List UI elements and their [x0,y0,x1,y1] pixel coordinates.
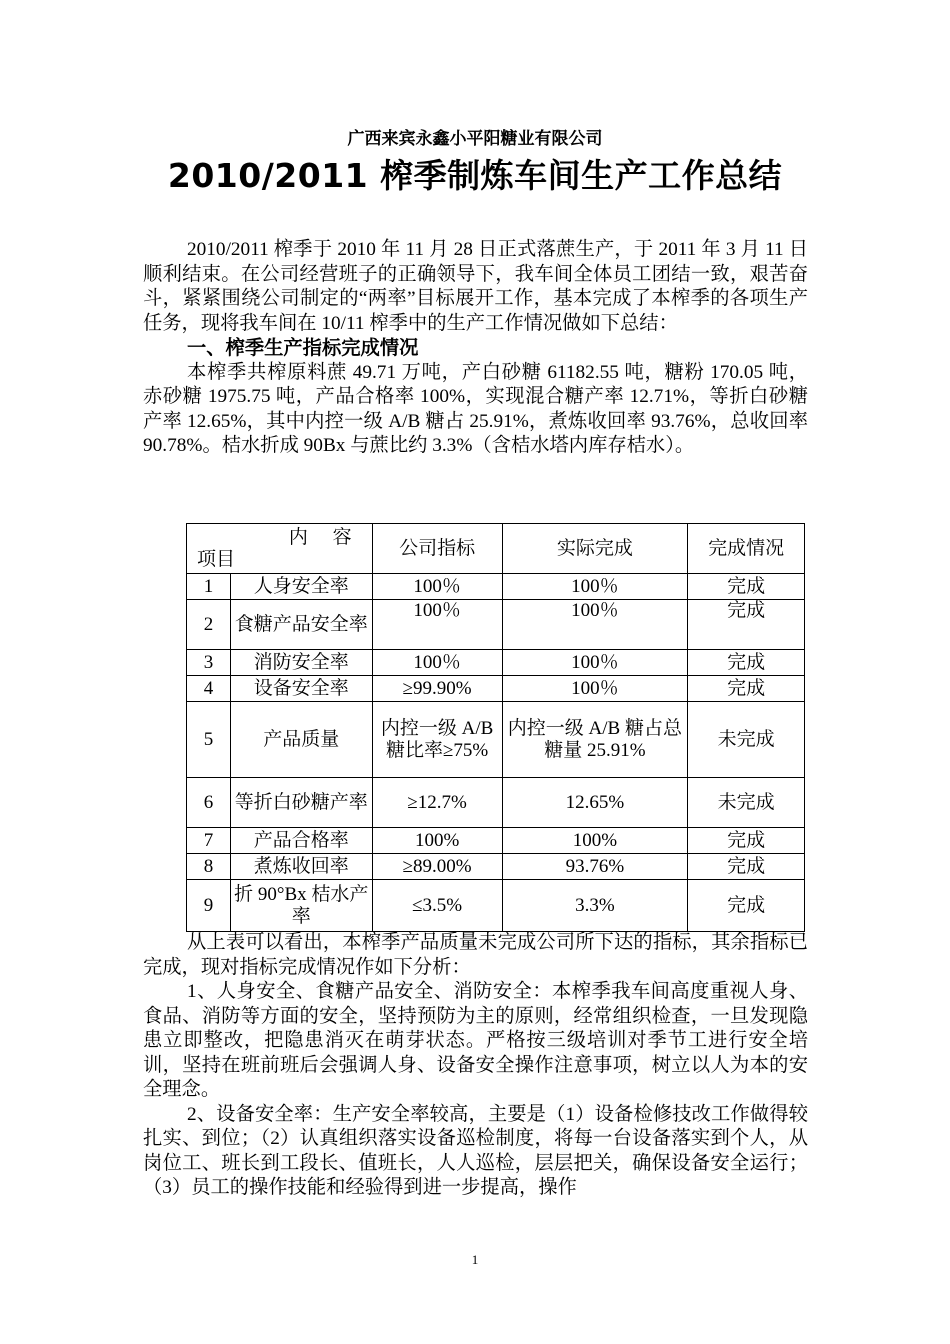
row-target: ≥12.7% [372,778,502,828]
row-target: ≥99.90% [372,676,502,702]
row-no: 6 [187,778,231,828]
table-row [187,574,805,600]
row-target: 内控一级 A/B 糖比率≥75% [372,702,502,778]
row-no: 9 [187,880,231,932]
company-name: 广西来宾永鑫小平阳糖业有限公司 [347,129,603,149]
row-actual: 100％ [502,676,688,702]
row-no: 1 [187,574,231,600]
row-target: ≤3.5% [372,880,502,932]
table-row [187,676,805,702]
row-actual: 内控一级 A/B 糖占总糖量 25.91% [502,702,688,778]
row-actual: 93.76% [502,854,688,880]
row-name: 产品质量 [230,702,372,778]
section1-heading: 一、榨季生产指标完成情况 [187,336,419,359]
row-name: 食糖产品安全率 [230,600,372,650]
section1-paragraph: 本榨季共榨原料蔗 49.71 万吨，产白砂糖 61182.55 吨，糖粉 170.05 吨，赤砂糖 1975.75 吨，产品合格率 100%，实现混合糖产率 12.71%，等折白砂糖产率 12.65%，其中内控一级 A/B 糖占 25.91%，煮炼收回率 93.76%，总收回率 90.78%。桔水折成 90Bx 与蔗比约 3.3%（含桔水塔内库存桔水）。 [143,361,808,456]
row-target: 100％ [372,574,502,600]
row-name: 等折白砂糖产率 [230,778,372,828]
row-target: 100％ [372,650,502,676]
row-no: 7 [187,828,231,854]
row-status: 完成 [688,676,805,702]
row-no: 8 [187,854,231,880]
row-no: 4 [187,676,231,702]
row-actual: 100% [502,828,688,854]
row-status: 未完成 [688,702,805,778]
row-actual: 100％ [502,650,688,676]
equipment-analysis-paragraph: 2、设备安全率：生产安全率较高，主要是（1）设备检修技改工作做得较扎实、到位；（2）认真组织落实设备巡检制度，将每一台设备落实到个人，从岗位工、班长到工段长、值班长，人人巡检，层层把关，确保设备安全运行；（3）员工的操作技能和经验得到进一步提高，操作 [143,1103,808,1198]
header-content-label: 内 容 [288,526,362,548]
row-name: 设备安全率 [230,676,372,702]
document-title: 2010/2011 榨季制炼车间生产工作总结 [167,156,783,195]
header-target: 公司指标 [372,524,502,574]
row-status: 完成 [688,650,805,676]
row-no: 3 [187,650,231,676]
intro-paragraph: 2010/2011 榨季于 2010 年 11 月 28 日正式落蔗生产，于 2011 年 3 月 11 日顺利结束。在公司经营班子的正确领导下，我车间全体员工团结一致，艰苦奋斗，紧紧围绕公司制定的“两率”目标展开工作，基本完成了本榨季的各项生产任务，现将我车间在 10/11 榨季中的生产工作情况做如下总结： [143,239,808,334]
row-no: 5 [187,702,231,778]
row-status: 未完成 [688,778,805,828]
metrics-table [186,523,805,932]
table-header-row [187,524,805,574]
row-actual: 100％ [502,574,688,600]
row-actual: 100％ [502,600,688,650]
table-row [187,702,805,778]
row-status: 完成 [688,828,805,854]
table-row [187,778,805,828]
row-name: 折 90°Bx 桔水产率 [230,880,372,932]
row-name: 产品合格率 [230,828,372,854]
safety-analysis-paragraph: 1、人身安全、食糖产品安全、消防安全：本榨季我车间高度重视人身、食品、消防等方面的安全，坚持预防为主的原则，经常组织检查，一旦发现隐患立即整改，把隐患消灭在萌芽状态。严格按三级培训对季节工进行安全培训，坚持在班前班后会强调人身、设备安全操作注意事项，树立以人为本的安全理念。 [143,981,808,1100]
table-row [187,854,805,880]
header-actual: 实际完成 [502,524,688,574]
header-item-cell [187,524,373,574]
table-row [187,650,805,676]
row-actual: 12.65% [502,778,688,828]
row-name: 煮炼收回率 [230,854,372,880]
table-row [187,828,805,854]
row-status: 完成 [688,600,805,650]
row-no: 2 [187,600,231,650]
analysis-section [143,931,808,1201]
table-row [187,880,805,932]
row-status: 完成 [688,880,805,932]
header-item-label: 项目 [197,548,236,570]
analysis-intro-paragraph: 从上表可以看出，本榨季产品质量未完成公司所下达的指标，其余指标已完成，现对指标完成情况作如下分析： [143,932,808,978]
intro-section [143,238,808,459]
row-target: 100％ [372,600,502,650]
row-status: 完成 [688,854,805,880]
row-target: 100% [372,828,502,854]
row-name: 消防安全率 [230,650,372,676]
row-actual: 3.3% [502,880,688,932]
row-target: ≥89.00% [372,854,502,880]
table-row [187,600,805,650]
row-name: 人身安全率 [230,574,372,600]
header-status: 完成情况 [688,524,805,574]
row-status: 完成 [688,574,805,600]
page-number: 1 [471,1252,479,1267]
